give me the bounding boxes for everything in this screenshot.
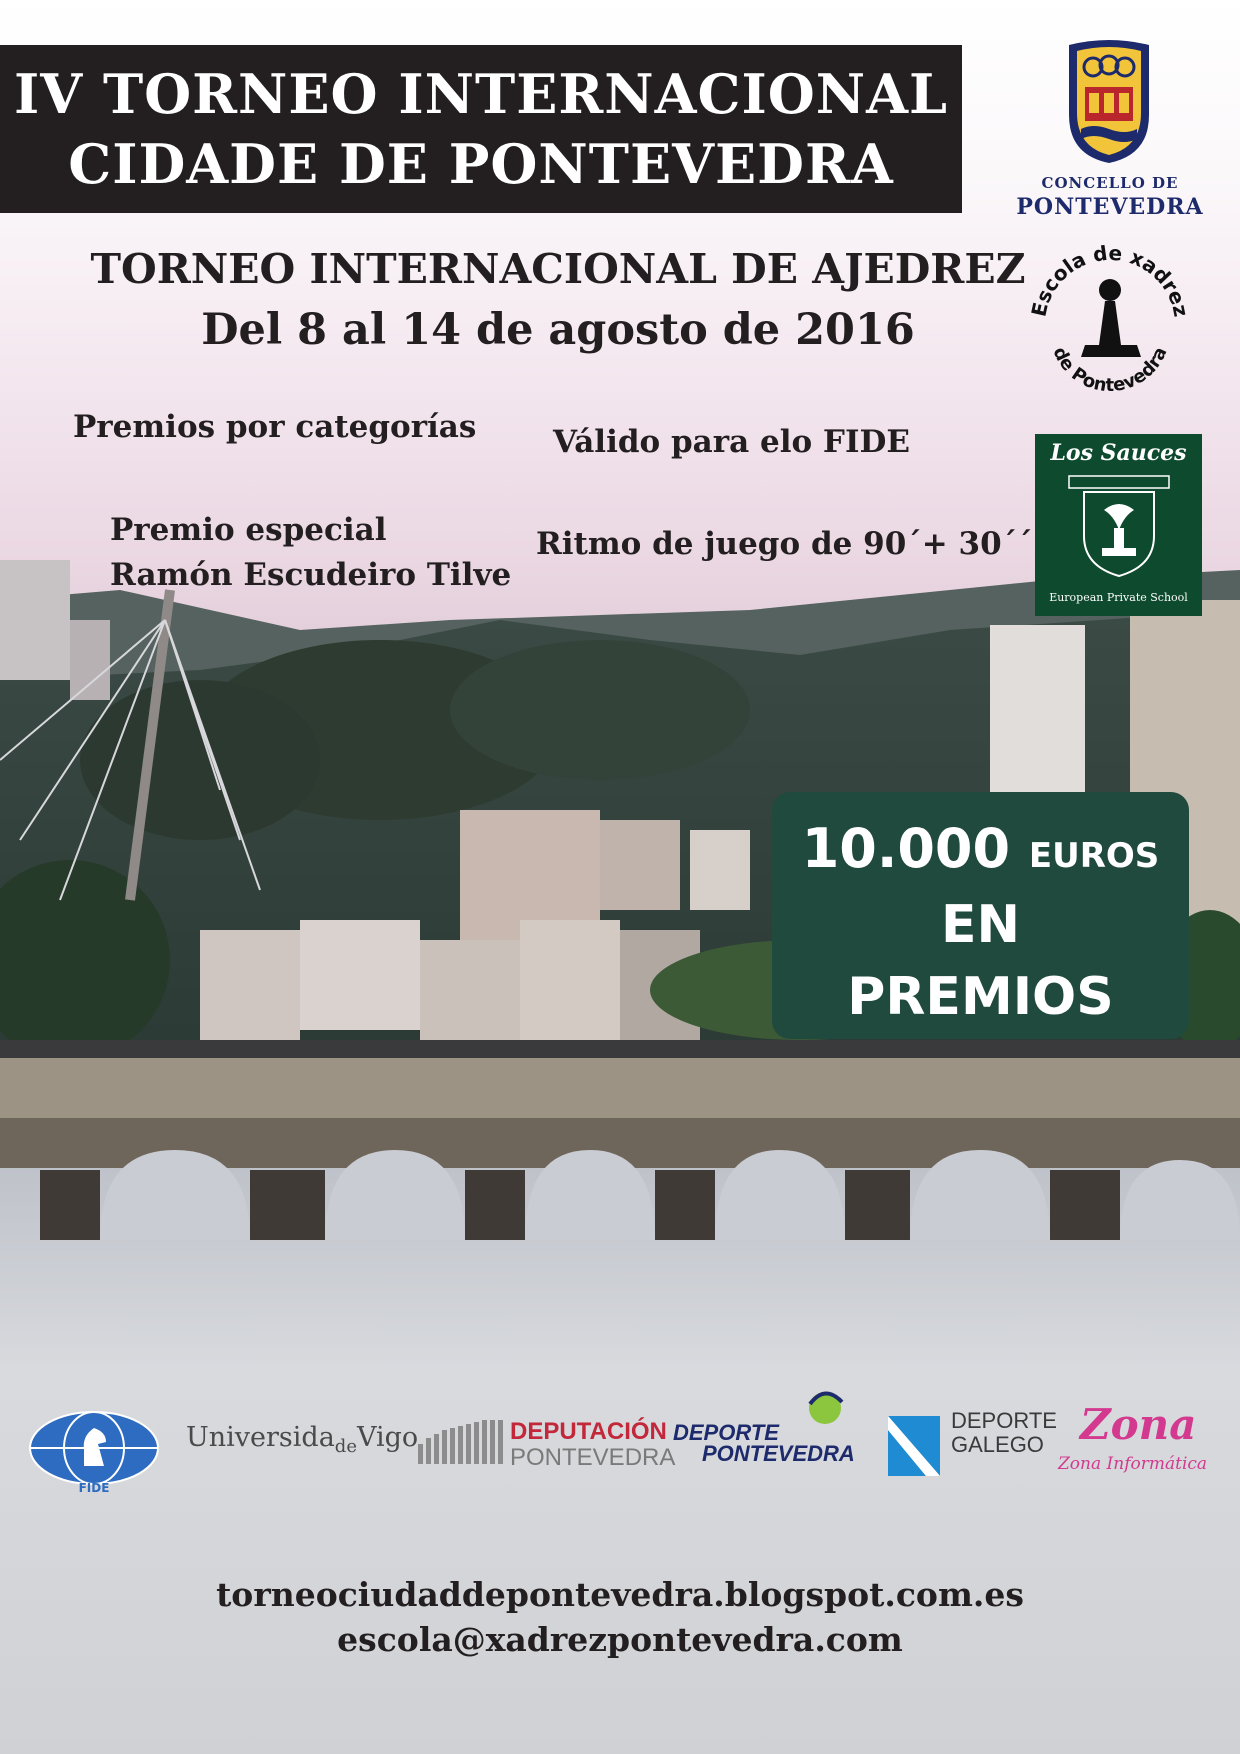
feature-special-prize-1: Premio especial [110,512,387,548]
concello-label-2: PONTEVEDRA [1016,194,1204,220]
deporte-galego-text-2: GALEGO [951,1432,1044,1457]
title-line-2: CIDADE DE PONTEVEDRA [68,132,894,196]
sauces-school: European Private School [1049,591,1188,604]
uvigo-text-a: Universida [186,1422,335,1453]
deputacion-grid-icon [418,1420,504,1466]
prize-box [772,792,1189,1039]
feature-fide-elo: Válido para elo FIDE [553,424,910,460]
deputacion-text-2: PONTEVEDRA [510,1444,676,1471]
prize-currency: EUROS [1028,836,1160,876]
concello-crest-icon [1063,37,1155,165]
shield-icon [1064,470,1174,580]
uvigo-text-de: de [334,1436,357,1457]
event-dates: Del 8 al 14 de agosto de 2016 [201,305,915,355]
fide-logo [28,1410,160,1494]
feature-special-prize-2: Ramón Escudeiro Tilve [110,557,512,593]
feature-prizes-by-category: Premios por categorías [73,409,477,445]
prize-line-2: EN [940,895,1021,955]
uvigo-text-b: Vigo [356,1422,419,1453]
sauces-name: Los Sauces [1050,440,1187,466]
email-link[interactable]: escola@xadrezpontevedra.com [337,1620,903,1659]
zona-logo-text: Zona [1080,1400,1197,1449]
deporte-pontevedra-text-1: DEPORTE [673,1420,779,1445]
title-line-1: IV TORNEO INTERNACIONAL [13,62,948,126]
fide-text: FIDE [78,1481,110,1494]
blog-link[interactable]: torneociudaddepontevedra.blogspot.com.es [216,1575,1024,1614]
zona-informatica-text: Zona Informática [1058,1454,1208,1474]
header-banner [0,45,962,213]
feature-game-pace: Ritmo de juego de 90´+ 30´´ [536,526,1033,562]
los-sauces-logo [1035,434,1202,616]
concello-label-1: CONCELLO DE [1041,174,1179,192]
xunta-stripes-icon [886,1410,942,1482]
escola-bottom-text: de Pontevedra [1048,343,1172,397]
prize-line-3: PREMIOS [847,967,1114,1027]
universidade-vigo-logo [186,1422,418,1457]
escola-top-text: Escola de xadrez [1026,245,1194,319]
prize-amount: 10.000 [801,817,1011,880]
deporte-galego-text-1: DEPORTE [951,1408,1057,1433]
event-subtitle: TORNEO INTERNACIONAL DE AJEDREZ [90,245,1026,293]
deporte-pontevedra-text-2: PONTEVEDRA [702,1441,855,1466]
deputacion-text-1: DEPUTACIÓN [510,1418,667,1445]
deporte-pontevedra-ball-icon [800,1382,850,1432]
